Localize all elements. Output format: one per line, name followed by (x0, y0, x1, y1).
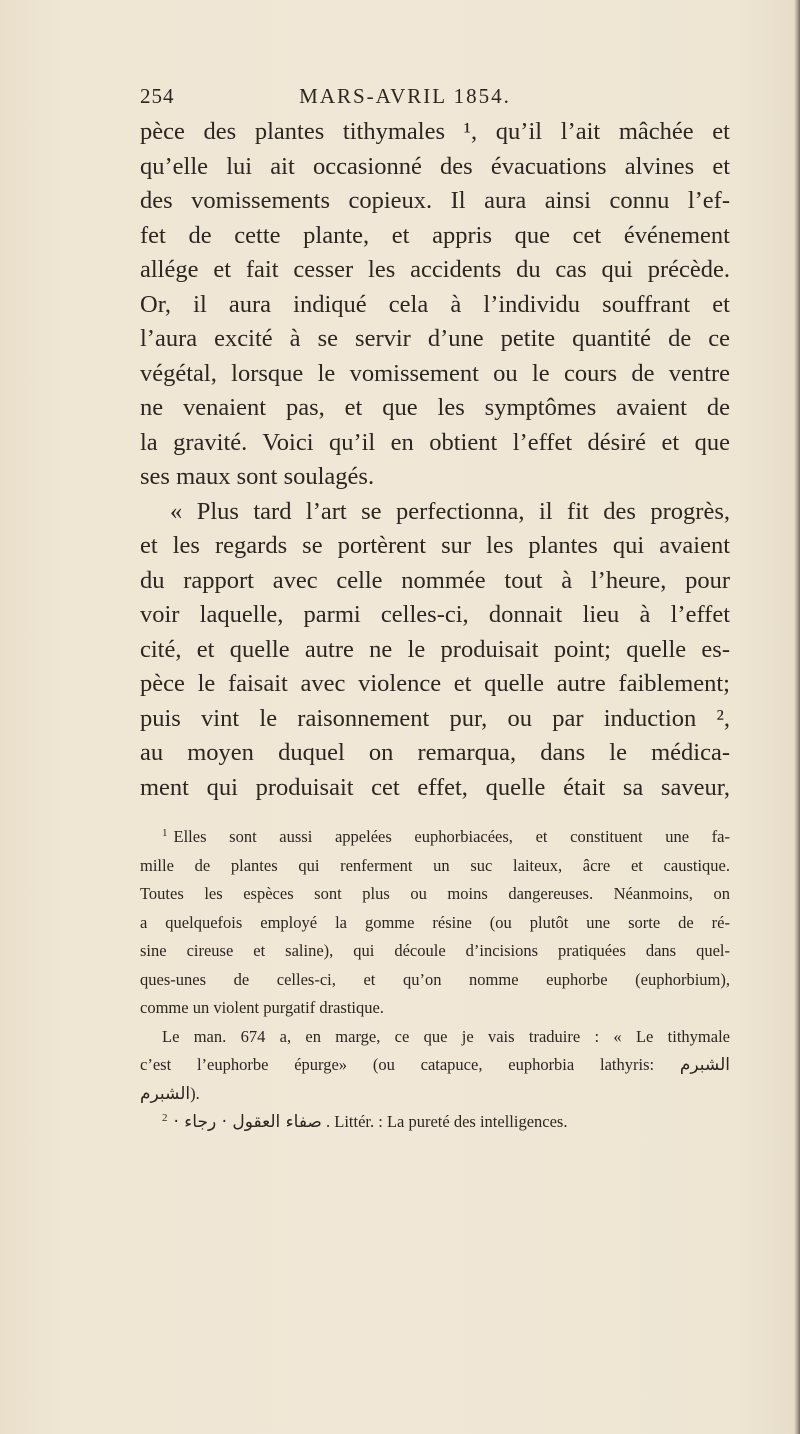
body-line: végétal, lorsque le vomissement ou le cours de ventre (140, 359, 730, 387)
footnote-line (140, 1080, 730, 1109)
body-line: ment qui produisait cet effet, quelle était sa saveur, (140, 773, 730, 801)
body-line: ne venaient pas, et que les symptômes avaient de (140, 394, 730, 421)
body-line: l’aura excité à se servir d’une petite quantité de ce (140, 325, 730, 352)
body-line: au moyen duquel on remarqua, dans le médica- (140, 739, 730, 766)
footnote-line: mille de plantes qui renferment un suc laiteux, âcre et caustique. (140, 855, 730, 875)
body-line: pèce le faisait avec violence et quelle autre faiblement; (140, 670, 730, 697)
footnote-2-text: . Littér. : La pureté des intelligences. (326, 1112, 568, 1131)
body-line: Or, il aura indiqué cela à l’individu souffrant et (140, 290, 730, 318)
footnote-line: Le man. 674 a, en marge, ce que je vais traduire : « Le tithymale (162, 1026, 730, 1046)
arabic-word: الشبرم (140, 1083, 191, 1104)
body-line: allége et fait cesser les accidents du cas qui précède. (140, 256, 730, 283)
body-text (140, 115, 730, 805)
running-title: MARS-AVRIL 1854. (299, 84, 511, 108)
body-line: cité, et quelle autre ne le produisait point; quelle es- (140, 635, 730, 663)
footnotes (140, 823, 730, 1137)
footnote-line: ques-unes de celles-ci, et qu’on nomme euphorbe (euphorbium), (140, 969, 730, 989)
body-line: du rapport avec celle nommée tout à l’heure, pour (140, 566, 730, 594)
page-edge-shadow (794, 0, 800, 1434)
footnote-line: sine cireuse et saline), qui découle d’incisions pratiquées dans quel- (140, 941, 730, 960)
body-line: qu’elle lui ait occasionné des évacuations alvines et (140, 152, 730, 180)
page-header (140, 84, 670, 114)
footnote-1-marker: 1 (162, 826, 168, 839)
footnote-line: comme un violent purgatif drastique. (140, 998, 384, 1017)
body-line: fet de cette plante, et appris que cet événement (140, 221, 730, 249)
footnote-line: Toutes les espèces sont plus ou moins dangereuses. Néanmoins, on (140, 884, 730, 903)
body-line: des vomissements copieux. Il aura ainsi connu l’ef- (140, 187, 730, 214)
footnote-1-text: Elles sont aussi appelées euphorbiacées, et constituent une fa- (173, 827, 730, 846)
body-line: la gravité. Voici qu’il en obtient l’effet désiré et que (140, 428, 730, 456)
body-line: et les regards se portèrent sur les plantes qui avaient (140, 532, 730, 559)
footnote-1-line (140, 823, 730, 852)
body-line: « Plus tard l’art se perfectionna, il fit des progrès, (170, 497, 730, 525)
body-line: pèce des plantes tithymales ¹, qu’il l’ait mâchée et (140, 118, 730, 145)
page-number: 254 (140, 84, 175, 108)
body-line: voir laquelle, parmi celles-ci, donnait lieu à l’effet (140, 601, 730, 628)
footnote-2-marker: 2 (162, 1111, 168, 1124)
footnote-text: c’est l’euphorbe épurge» (ou catapuce, euphorbia lathyris: (140, 1055, 655, 1074)
body-line: puis vint le raisonnement pur, ou par induction ², (140, 704, 730, 732)
footnote-2-line (140, 1108, 730, 1137)
footnote-line (140, 1051, 730, 1080)
body-line: ses maux sont soulagés. (140, 463, 375, 490)
arabic-word: الشبرم (679, 1055, 730, 1075)
footnote-line: a quelquefois employé la gomme résine (ou plutôt une sorte de ré- (140, 912, 730, 932)
arabic-phrase: صفاء العقول · رجاء · (173, 1112, 322, 1132)
footnote-text: ). (190, 1083, 200, 1103)
